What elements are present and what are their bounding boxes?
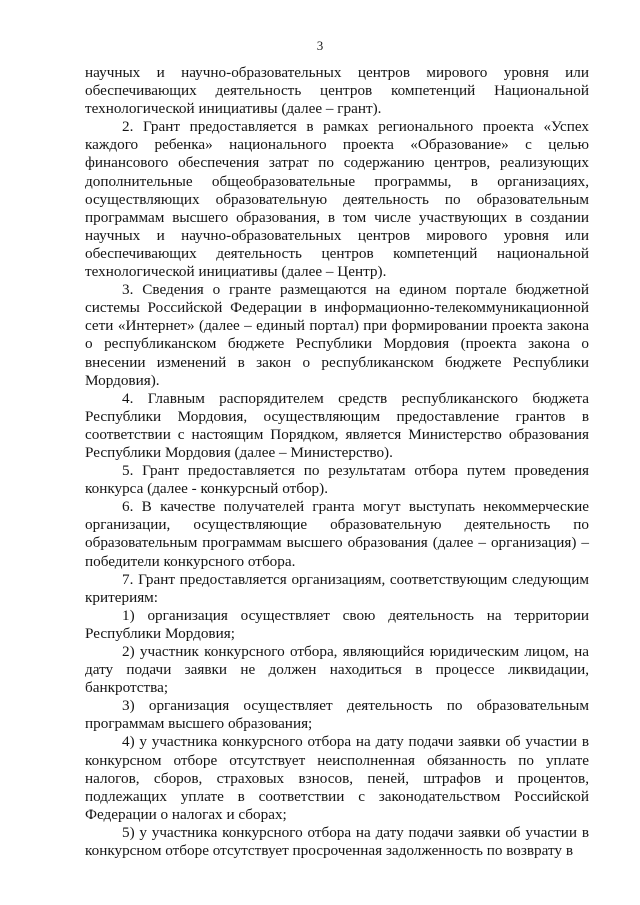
paragraph-continuation: научных и научно-образовательных центров мирового уровня или обеспечивающих деятельность центров компетенций Национальной технологической инициативы (далее – грант).: [85, 64, 589, 118]
criterion-3: 3) организация осуществляет деятельность по образовательным программам высшего образования;: [85, 697, 589, 733]
criterion-1: 1) организация осуществляет свою деятельность на территории Республики Мордовия;: [85, 606, 589, 642]
document-body: [85, 64, 589, 860]
page-number: 3: [316, 38, 324, 53]
paragraph-3: 3. Сведения о гранте размещаются на едином портале бюджетной системы Российской Федерации в информационно-телекоммуникационной сети «Интернет» (далее – единый портал) при формировании проекта закона о республиканском бюджете Республики Мордовия (проекта закона о внесении изменений в закон о республиканском бюджете Республики Мордовия).: [85, 281, 589, 389]
paragraph-2: 2. Грант предоставляется в рамках регионального проекта «Успех каждого ребенка» национального проекта «Образование» с целью финансового обеспечения затрат по содержанию центров, реализующих дополнительные общеобразовательные программы, в организациях, осуществляющих образовательную деятельность по образовательным программам высшего образования, в том числе участвующих в создании научных и научно-образовательных центров мирового уровня или обеспечивающих деятельность центров компетенций национальной технологической инициативы (далее – Центр).: [85, 118, 589, 281]
criterion-5: 5) у участника конкурсного отбора на дату подачи заявки об участии в конкурсном отборе отсутствует просроченная задолженность по возврату в: [85, 823, 589, 860]
criterion-4: 4) у участника конкурсного отбора на дату подачи заявки об участии в конкурсном отборе отсутствует неисполненная обязанность по уплате налогов, сборов, страховых взносов, пеней, штрафов и процентов, подлежащих уплате в соответствии с законодательством Российской Федерации о налогах и сборах;: [85, 733, 589, 823]
paragraph-4: 4. Главным распорядителем средств республиканского бюджета Республики Мордовия, осуществляющим предоставление грантов в соответствии с настоящим Порядком, является Министерство образования Республики Мордовия (далее – Министерство).: [85, 389, 589, 461]
paragraph-7: 7. Грант предоставляется организациям, соответствующим следующим критериям:: [85, 570, 589, 606]
criterion-2: 2) участник конкурсного отбора, являющийся юридическим лицом, на дату подачи заявки не должен находиться в процессе ликвидации, банкротства;: [85, 643, 589, 697]
paragraph-5: 5. Грант предоставляется по результатам отбора путем проведения конкурса (далее - конкурсный отбор).: [85, 462, 589, 498]
paragraph-6: 6. В качестве получателей гранта могут выступать некоммерческие организации, осуществляющие образовательную деятельность по образовательным программам высшего образования (далее – организация) – победители конкурсного отбора.: [85, 498, 589, 570]
